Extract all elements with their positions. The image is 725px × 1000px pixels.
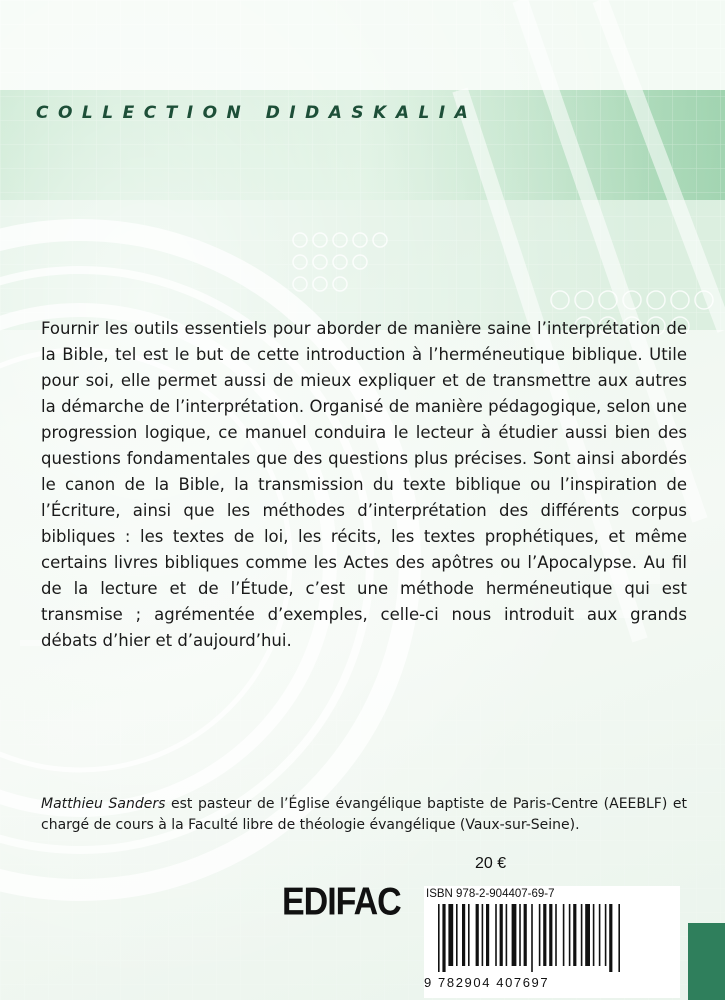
author-bio-text: est pasteur de l’Église évangélique baptiste de Paris-Centre (AEEBLF) et chargé de cours à la Faculté libre de théologie évangélique (Vaux-sur-Seine). bbox=[41, 796, 687, 833]
series-title: COLLECTION DIDASKALIA bbox=[36, 103, 478, 123]
price-label: 20 € bbox=[475, 855, 507, 872]
publisher-logo: EDIFAC bbox=[282, 880, 401, 924]
barcode-panel bbox=[424, 886, 680, 998]
ean-digits: 9 782904 407697 bbox=[424, 975, 550, 990]
author-name: Matthieu Sanders bbox=[41, 796, 166, 812]
barcode-icon bbox=[424, 904, 680, 972]
back-cover-blurb: Fournir les outils essentiels pour aborder de manière saine l’interprétation de la Bible, tel est le but de cette introduction à l’herméneutique biblique. Utile pour soi, elle permet aussi de mieux expliquer et de transmettre aux autres la démarche de l’interprétation. Organisé de manière pédagogique, selon une progression logique, ce manuel conduira le lecteur à étudier aussi bien des questions fondamentales que des questions plus précises. Sont ainsi abordés le canon de la Bible, la transmission du texte biblique ou l’inspiration de l’Écriture, ainsi que les méthodes d’interprétation des différents corpus bibliques : les textes de loi, les récits, les textes prophétiques, et même certains livres bibliques comme les Actes des apôtres ou l’Apocalypse. Au fil de la lecture et de l’Étude, c’est une méthode herméneutique qui est transmise ; agrémentée d’exemples, celle-ci nous introduit aux grands débats d’hier et d’aujourd’hui. bbox=[41, 319, 687, 650]
spine-accent-strip bbox=[688, 923, 725, 1000]
author-bio bbox=[41, 794, 687, 836]
isbn-label: ISBN 978-2-904407-69-7 bbox=[426, 888, 555, 900]
